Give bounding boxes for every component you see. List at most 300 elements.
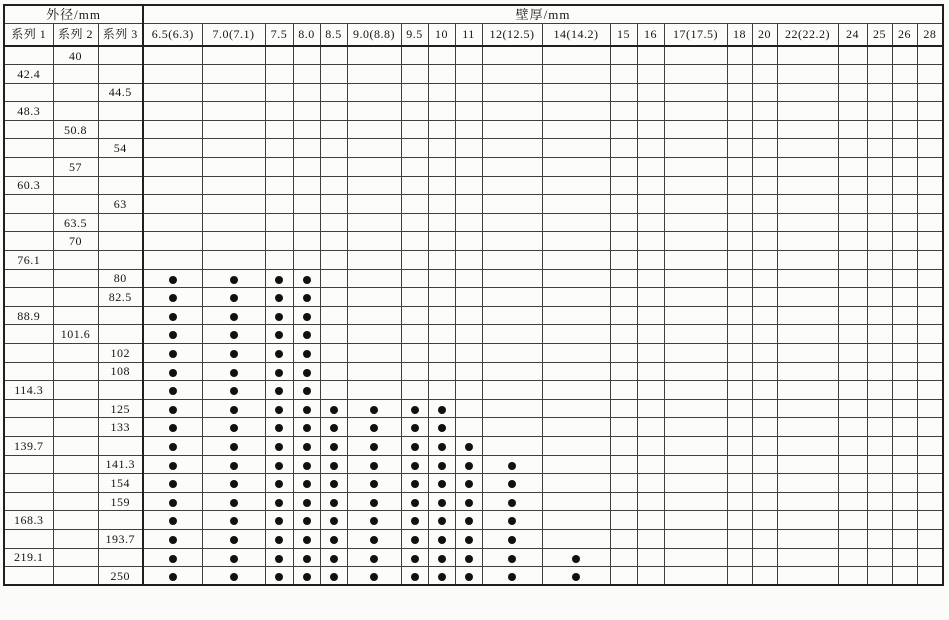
empty-cell [867,418,892,437]
empty-cell [428,139,455,158]
empty-cell [320,362,347,381]
dot-marker [275,443,283,451]
column-header-row [4,23,943,46]
empty-cell [143,251,202,270]
table-row [4,232,943,251]
dot-cell [143,288,202,307]
dot-cell [347,567,401,586]
series2-cell: 57 [53,158,98,177]
empty-cell [293,65,320,84]
empty-cell [542,213,610,232]
dot-cell [428,399,455,418]
empty-cell [637,455,664,474]
empty-cell [428,46,455,65]
empty-cell [637,548,664,567]
empty-cell [777,158,838,177]
empty-cell [892,232,917,251]
empty-cell [838,511,867,530]
empty-cell [482,269,542,288]
dot-cell [293,529,320,548]
dot-marker [230,313,238,321]
empty-cell [293,232,320,251]
dot-marker [230,331,238,339]
series1-cell [4,474,53,493]
dot-marker [169,480,177,488]
dot-marker [572,573,580,581]
empty-cell [838,529,867,548]
dot-cell [320,529,347,548]
dot-marker [330,517,338,525]
empty-cell [542,195,610,214]
dot-cell [265,325,293,344]
empty-cell [727,325,752,344]
empty-cell [610,344,637,363]
empty-cell [777,213,838,232]
thickness-header-cell: 24 [838,23,867,46]
empty-cell [727,455,752,474]
series2-cell [53,195,98,214]
dot-cell [347,548,401,567]
dot-marker [438,536,446,544]
dot-cell [455,511,482,530]
empty-cell [752,511,777,530]
empty-cell [727,65,752,84]
series1-cell: 219.1 [4,548,53,567]
dot-marker [465,462,473,470]
empty-cell [867,288,892,307]
series2-cell [53,139,98,158]
empty-cell [320,195,347,214]
empty-cell [610,325,637,344]
table-row [4,381,943,400]
empty-cell [265,213,293,232]
empty-cell [428,251,455,270]
empty-cell [347,176,401,195]
empty-cell [752,102,777,121]
empty-cell [542,344,610,363]
dot-marker [508,499,516,507]
empty-cell [838,399,867,418]
dot-cell [265,362,293,381]
empty-cell [637,232,664,251]
empty-cell [202,176,265,195]
empty-cell [727,529,752,548]
dot-marker [275,424,283,432]
empty-cell [664,158,727,177]
empty-cell [610,139,637,158]
empty-cell [637,399,664,418]
series1-cell [4,455,53,474]
empty-cell [320,213,347,232]
empty-cell [867,362,892,381]
empty-cell [664,195,727,214]
dot-cell [542,548,610,567]
dot-cell [320,455,347,474]
dot-marker [370,517,378,525]
empty-cell [917,65,943,84]
empty-cell [401,344,428,363]
dot-cell [143,436,202,455]
dot-cell [482,474,542,493]
empty-cell [892,46,917,65]
empty-cell [777,83,838,102]
dot-cell [347,418,401,437]
dot-marker [169,313,177,321]
empty-cell [637,436,664,455]
dot-cell [265,344,293,363]
empty-cell [752,529,777,548]
table-row [4,139,943,158]
empty-cell [777,455,838,474]
empty-cell [428,195,455,214]
dot-marker [303,276,311,284]
empty-cell [542,306,610,325]
dot-marker [465,517,473,525]
table-row [4,65,943,84]
dot-marker [303,443,311,451]
dot-cell [293,269,320,288]
empty-cell [867,251,892,270]
series3-cell: 133 [98,418,143,437]
empty-cell [265,120,293,139]
dot-marker [330,499,338,507]
empty-cell [637,195,664,214]
empty-cell [917,455,943,474]
empty-cell [777,269,838,288]
empty-cell [867,455,892,474]
header-group-row [4,5,943,23]
empty-cell [727,436,752,455]
dot-marker [411,517,419,525]
empty-cell [428,120,455,139]
series2-cell [53,102,98,121]
dot-cell [202,511,265,530]
empty-cell [542,232,610,251]
empty-cell [347,120,401,139]
dot-marker [370,462,378,470]
empty-cell [838,306,867,325]
empty-cell [143,213,202,232]
series2-cell [53,436,98,455]
empty-cell [455,306,482,325]
empty-cell [664,288,727,307]
empty-cell [892,418,917,437]
dot-marker [465,555,473,563]
dot-cell [401,529,428,548]
empty-cell [482,65,542,84]
empty-cell [777,288,838,307]
table-row [4,325,943,344]
empty-cell [777,46,838,65]
empty-cell [867,381,892,400]
empty-cell [752,362,777,381]
empty-cell [401,195,428,214]
dot-cell [293,325,320,344]
empty-cell [637,46,664,65]
empty-cell [482,46,542,65]
empty-cell [752,418,777,437]
dot-cell [265,474,293,493]
empty-cell [892,344,917,363]
empty-cell [542,325,610,344]
dot-marker [330,536,338,544]
empty-cell [347,232,401,251]
empty-cell [202,83,265,102]
empty-cell [664,362,727,381]
dot-cell [143,325,202,344]
empty-cell [610,492,637,511]
empty-cell [401,269,428,288]
empty-cell [320,120,347,139]
dot-cell [455,474,482,493]
dot-cell [428,529,455,548]
empty-cell [401,158,428,177]
series1-cell: 76.1 [4,251,53,270]
empty-cell [202,195,265,214]
dot-cell [320,399,347,418]
thickness-header-cell: 26 [892,23,917,46]
series1-cell [4,213,53,232]
dot-marker [230,350,238,358]
series3-cell [98,176,143,195]
dot-marker [303,350,311,358]
dot-marker [411,480,419,488]
empty-cell [637,474,664,493]
empty-cell [143,139,202,158]
empty-cell [664,120,727,139]
dot-marker [169,350,177,358]
empty-cell [892,399,917,418]
empty-cell [610,83,637,102]
empty-cell [867,65,892,84]
empty-cell [752,158,777,177]
dot-cell [401,399,428,418]
series1-cell [4,399,53,418]
empty-cell [867,529,892,548]
empty-cell [867,344,892,363]
empty-cell [542,139,610,158]
dot-marker [275,294,283,302]
dot-marker [169,573,177,581]
empty-cell [347,381,401,400]
empty-cell [752,232,777,251]
empty-cell [664,548,727,567]
empty-cell [401,176,428,195]
empty-cell [610,269,637,288]
series2-cell: 70 [53,232,98,251]
empty-cell [777,306,838,325]
series3-cell [98,306,143,325]
dot-cell [265,418,293,437]
series1-cell: 60.3 [4,176,53,195]
series-header-cell: 系列 3 [98,23,143,46]
empty-cell [482,83,542,102]
dot-marker [275,555,283,563]
series3-cell [98,102,143,121]
empty-cell [401,232,428,251]
series3-cell: 141.3 [98,455,143,474]
series2-cell [53,418,98,437]
empty-cell [320,325,347,344]
empty-cell [777,474,838,493]
empty-cell [401,251,428,270]
dot-cell [202,269,265,288]
dot-cell [347,529,401,548]
empty-cell [752,213,777,232]
empty-cell [455,195,482,214]
empty-cell [867,474,892,493]
dot-marker [303,294,311,302]
empty-cell [637,120,664,139]
empty-cell [202,46,265,65]
empty-cell [401,213,428,232]
dot-marker [438,406,446,414]
table-row [4,529,943,548]
dot-cell [265,306,293,325]
dot-cell [455,548,482,567]
dot-marker [411,555,419,563]
empty-cell [455,288,482,307]
empty-cell [777,511,838,530]
empty-cell [293,158,320,177]
dot-marker [275,462,283,470]
series2-cell: 101.6 [53,325,98,344]
series2-cell [53,65,98,84]
dot-marker [230,424,238,432]
empty-cell [727,176,752,195]
dot-marker [411,424,419,432]
series2-cell [53,474,98,493]
empty-cell [482,306,542,325]
dot-marker [465,499,473,507]
dot-marker [411,499,419,507]
series3-cell: 108 [98,362,143,381]
table-row [4,492,943,511]
dot-marker [275,350,283,358]
empty-cell [542,46,610,65]
empty-cell [917,83,943,102]
dot-cell [320,567,347,586]
empty-cell [637,83,664,102]
empty-cell [143,232,202,251]
empty-cell [610,529,637,548]
dot-cell [293,474,320,493]
empty-cell [917,567,943,586]
empty-cell [727,344,752,363]
empty-cell [752,436,777,455]
dot-cell [428,474,455,493]
empty-cell [838,567,867,586]
dot-marker [465,443,473,451]
dot-marker [230,406,238,414]
dot-marker [411,443,419,451]
dot-cell [293,492,320,511]
dot-marker [411,462,419,470]
table-row [4,567,943,586]
dot-cell [202,381,265,400]
empty-cell [265,158,293,177]
dot-cell [401,492,428,511]
dot-cell [428,548,455,567]
empty-cell [347,251,401,270]
empty-cell [610,288,637,307]
empty-cell [867,492,892,511]
empty-cell [867,120,892,139]
dot-cell [202,344,265,363]
series3-cell [98,46,143,65]
empty-cell [401,139,428,158]
dot-marker [230,462,238,470]
dot-cell [428,418,455,437]
empty-cell [455,269,482,288]
empty-cell [917,288,943,307]
dot-marker [330,555,338,563]
empty-cell [727,83,752,102]
empty-cell [838,288,867,307]
empty-cell [727,46,752,65]
empty-cell [637,529,664,548]
series3-cell [98,381,143,400]
empty-cell [482,195,542,214]
series3-cell: 159 [98,492,143,511]
empty-cell [752,269,777,288]
empty-cell [664,306,727,325]
empty-cell [892,176,917,195]
empty-cell [347,213,401,232]
dot-cell [347,511,401,530]
empty-cell [455,325,482,344]
series2-cell [53,548,98,567]
empty-cell [777,65,838,84]
thickness-header-cell: 6.5(6.3) [143,23,202,46]
dot-marker [275,480,283,488]
series1-cell [4,567,53,586]
dot-marker [303,499,311,507]
empty-cell [867,213,892,232]
empty-cell [610,362,637,381]
empty-cell [917,399,943,418]
empty-cell [542,176,610,195]
empty-cell [777,344,838,363]
empty-cell [917,120,943,139]
table-row [4,251,943,270]
empty-cell [347,83,401,102]
empty-cell [610,102,637,121]
empty-cell [401,102,428,121]
empty-cell [347,344,401,363]
dot-cell [320,548,347,567]
dot-marker [370,424,378,432]
empty-cell [727,269,752,288]
empty-cell [892,325,917,344]
dot-marker [438,424,446,432]
thickness-header-cell: 7.5 [265,23,293,46]
dot-marker [275,406,283,414]
empty-cell [752,251,777,270]
empty-cell [867,511,892,530]
empty-cell [867,83,892,102]
empty-cell [143,46,202,65]
empty-cell [455,399,482,418]
dot-cell [347,492,401,511]
dot-cell [202,325,265,344]
dot-marker [275,573,283,581]
dot-marker [508,536,516,544]
dot-cell [143,492,202,511]
empty-cell [838,362,867,381]
empty-cell [401,65,428,84]
dot-cell [265,269,293,288]
